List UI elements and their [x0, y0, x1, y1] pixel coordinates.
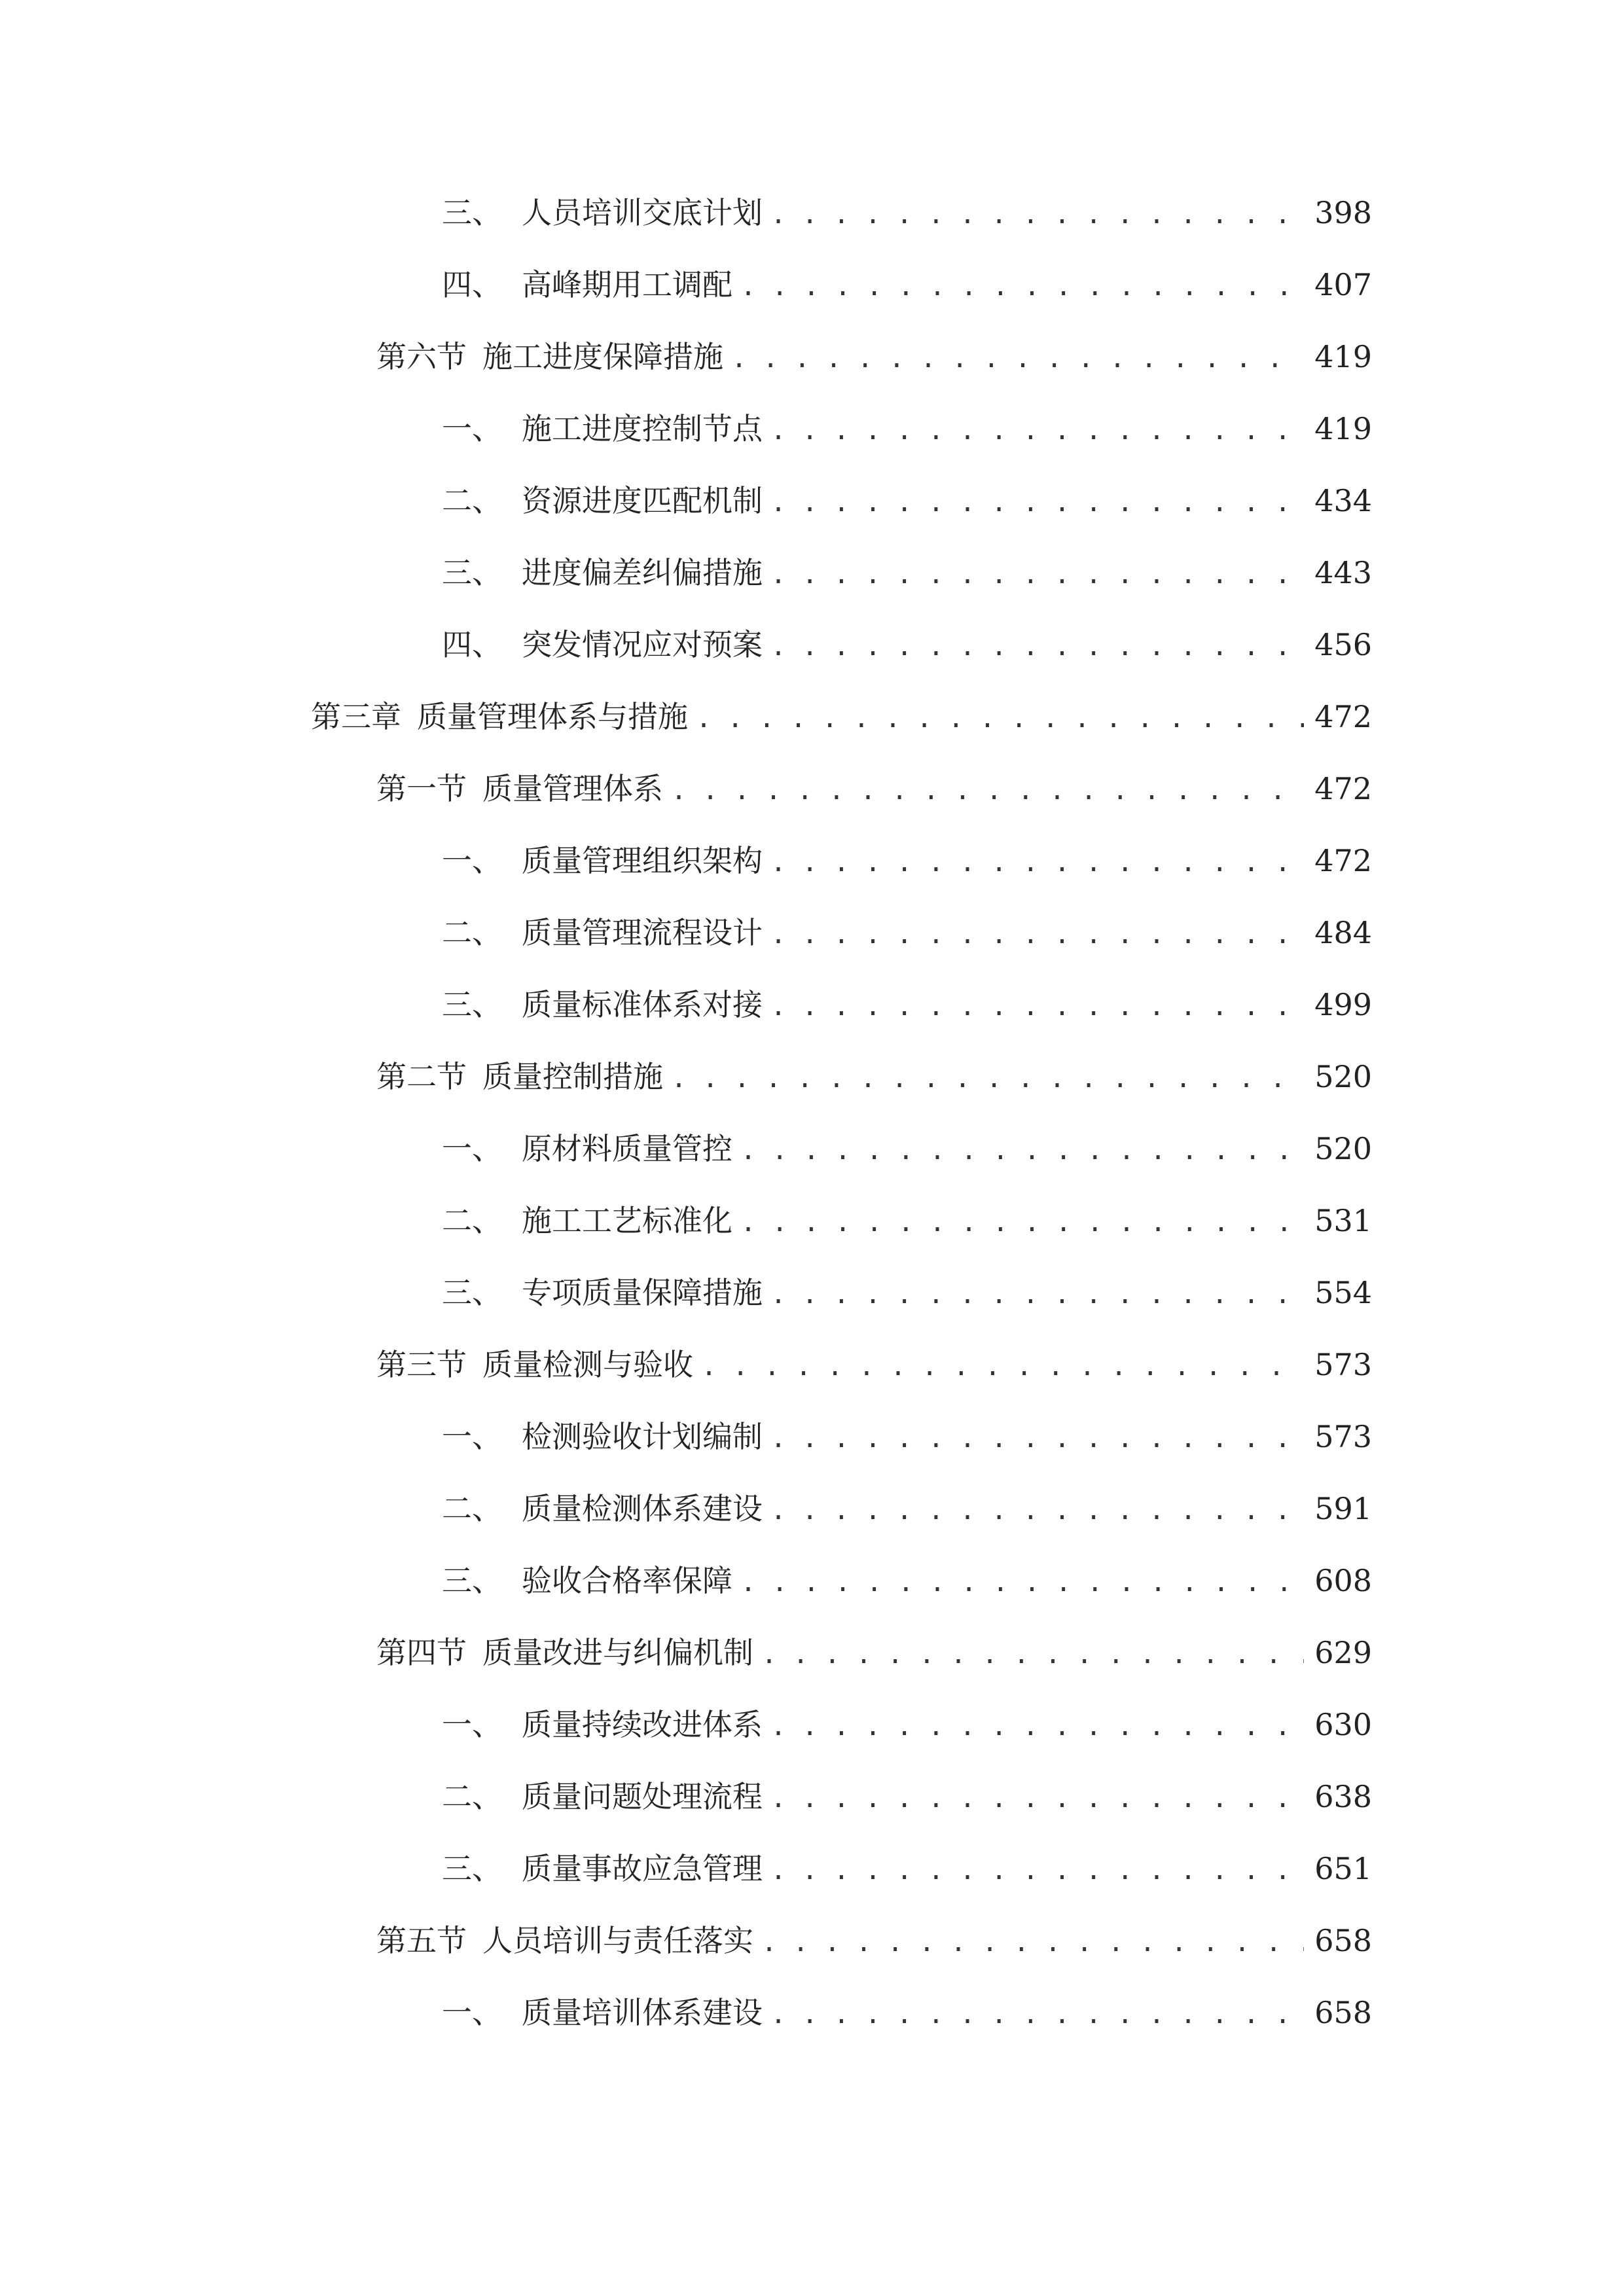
toc-entry-number: 四、	[442, 267, 502, 302]
toc-entry[interactable]	[442, 1842, 1372, 1895]
toc-entry-page: 484	[1314, 915, 1372, 950]
toc-entry-number: 一、	[442, 1419, 502, 1454]
toc-leader-dots	[770, 1484, 1304, 1537]
toc-entry-title: 验收合格率保障	[522, 1563, 732, 1598]
toc-entry-page: 573	[1314, 1347, 1372, 1382]
toc-entry-page: 419	[1314, 411, 1372, 446]
toc-entry-page: 499	[1314, 987, 1372, 1022]
toc-entry[interactable]	[442, 475, 1372, 527]
toc-entry-number: 一、	[442, 1995, 502, 2030]
toc-entry[interactable]	[442, 1554, 1372, 1607]
toc-leader-dots	[740, 1196, 1304, 1249]
toc-entry-number: 三、	[442, 1563, 502, 1598]
toc-entry-page: 398	[1314, 195, 1372, 230]
toc-entry-title: 施工工艺标准化	[522, 1203, 732, 1238]
toc-entry[interactable]	[442, 619, 1372, 671]
toc-entry-number: 三、	[442, 555, 502, 590]
toc-entry-title: 质量事故应急管理	[522, 1851, 763, 1886]
toc-entry-page: 658	[1314, 1995, 1372, 2030]
toc-entry-title: 质量控制措施	[482, 1059, 663, 1094]
toc-entry[interactable]	[442, 403, 1372, 455]
toc-leader-dots	[770, 1988, 1304, 2041]
toc-entry[interactable]	[376, 1338, 1372, 1391]
toc-entry-title: 质量管理体系	[482, 771, 663, 806]
toc-entry[interactable]	[376, 331, 1372, 383]
toc-entry-title: 质量培训体系建设	[522, 1995, 763, 2030]
toc-entry-title: 质量管理体系与措施	[417, 699, 688, 734]
toc-entry[interactable]	[442, 1266, 1372, 1319]
toc-entry-page: 456	[1314, 627, 1372, 662]
toc-entry-title: 检测验收计划编制	[522, 1419, 763, 1454]
toc-entry[interactable]	[442, 547, 1372, 599]
toc-entry[interactable]	[376, 1626, 1372, 1679]
toc-leader-dots	[770, 620, 1304, 673]
toc-entry-number: 第三节	[376, 1347, 467, 1382]
toc-entry-title: 施工进度保障措施	[482, 339, 723, 374]
toc-leader-dots	[671, 764, 1304, 817]
toc-entry[interactable]	[442, 1194, 1372, 1247]
toc-leader-dots	[770, 548, 1304, 601]
toc-leader-dots	[770, 1700, 1304, 1753]
toc-entry-page: 472	[1314, 771, 1372, 806]
toc-entry[interactable]	[442, 1698, 1372, 1751]
toc-entry[interactable]	[442, 1482, 1372, 1535]
toc-entry-number: 一、	[442, 1131, 502, 1166]
toc-entry-title: 质量检测体系建设	[522, 1491, 763, 1526]
toc-entry[interactable]	[442, 1122, 1372, 1175]
toc-entry-page: 629	[1314, 1635, 1372, 1670]
toc-leader-dots	[740, 1124, 1304, 1177]
toc-entry-number: 三、	[442, 1851, 502, 1886]
toc-entry-number: 第三章	[311, 699, 401, 734]
toc-entry-number: 二、	[442, 1491, 502, 1526]
toc-entry[interactable]	[442, 1770, 1372, 1823]
toc-entry-page: 443	[1314, 555, 1372, 590]
toc-entry-page: 531	[1314, 1203, 1372, 1238]
toc-entry-title: 突发情况应对预案	[522, 627, 763, 662]
toc-entry-number: 三、	[442, 987, 502, 1022]
toc-entry-number: 第六节	[376, 339, 467, 374]
toc-entry-number: 一、	[442, 843, 502, 878]
toc-entry-page: 651	[1314, 1851, 1372, 1886]
toc-entry-page: 472	[1314, 843, 1372, 878]
toc-entry-number: 二、	[442, 483, 502, 518]
toc-entry-page: 630	[1314, 1707, 1372, 1742]
toc-entry-page: 520	[1314, 1059, 1372, 1094]
toc-entry-number: 一、	[442, 1707, 502, 1742]
toc-leader-dots	[770, 1268, 1304, 1321]
toc-leader-dots	[701, 1340, 1304, 1393]
toc-entry-number: 第四节	[376, 1635, 467, 1670]
toc-leader-dots	[761, 1916, 1304, 1969]
toc-entry-title: 高峰期用工调配	[522, 267, 732, 302]
toc-entry-page: 638	[1314, 1779, 1372, 1814]
toc-entry-title: 质量管理流程设计	[522, 915, 763, 950]
toc-entry[interactable]	[376, 1050, 1372, 1103]
toc-entry-number: 三、	[442, 195, 502, 230]
toc-leader-dots	[740, 1556, 1304, 1609]
toc-leader-dots	[770, 1772, 1304, 1825]
toc-entry-number: 四、	[442, 627, 502, 662]
toc-entry-number: 第五节	[376, 1923, 467, 1958]
toc-entry[interactable]	[442, 978, 1372, 1031]
toc-entry-page: 419	[1314, 339, 1372, 374]
toc-entry-page: 573	[1314, 1419, 1372, 1454]
toc-leader-dots	[770, 1412, 1304, 1465]
toc-entry[interactable]	[376, 762, 1372, 815]
toc-entry-title: 质量持续改进体系	[522, 1707, 763, 1742]
toc-entry-number: 第一节	[376, 771, 467, 806]
toc-leader-dots	[761, 1628, 1304, 1681]
toc-entry-page: 520	[1314, 1131, 1372, 1166]
toc-entry-page: 658	[1314, 1923, 1372, 1958]
toc-leader-dots	[731, 332, 1304, 385]
toc-entry-page: 434	[1314, 483, 1372, 518]
toc-entry-title: 资源进度匹配机制	[522, 483, 763, 518]
toc-entry[interactable]	[442, 834, 1372, 887]
toc-entry-title: 专项质量保障措施	[522, 1275, 763, 1310]
toc-entry[interactable]	[442, 1410, 1372, 1463]
toc-entry-page: 472	[1314, 699, 1372, 734]
toc-entry-number: 三、	[442, 1275, 502, 1310]
toc-leader-dots	[770, 476, 1304, 529]
toc-entry-page: 591	[1314, 1491, 1372, 1526]
toc-entry-number: 一、	[442, 411, 502, 446]
toc-entry-title: 质量检测与验收	[482, 1347, 693, 1382]
toc-entry[interactable]	[442, 906, 1372, 959]
toc-entry-title: 施工进度控制节点	[522, 411, 763, 446]
toc-entry[interactable]	[311, 691, 1372, 743]
toc-entry[interactable]	[442, 1986, 1372, 2039]
toc-leader-dots	[770, 188, 1304, 241]
toc-leader-dots	[671, 1052, 1304, 1105]
toc-leader-dots	[770, 836, 1304, 889]
toc-entry-title: 质量标准体系对接	[522, 987, 763, 1022]
toc-leader-dots	[770, 404, 1304, 457]
toc-leader-dots	[740, 260, 1304, 313]
toc-entry[interactable]	[376, 1914, 1372, 1967]
toc-entry-number: 第二节	[376, 1059, 467, 1094]
toc-entry-title: 原材料质量管控	[522, 1131, 732, 1166]
toc-entry-title: 质量改进与纠偏机制	[482, 1635, 753, 1670]
toc-entry-title: 质量问题处理流程	[522, 1779, 763, 1814]
toc-leader-dots	[770, 1844, 1304, 1897]
toc-entry-title: 人员培训与责任落实	[482, 1923, 753, 1958]
toc-entry[interactable]	[442, 259, 1372, 311]
toc-entry-number: 二、	[442, 1779, 502, 1814]
toc-entry-page: 608	[1314, 1563, 1372, 1598]
toc-leader-dots	[770, 908, 1304, 961]
toc-entry-number: 二、	[442, 915, 502, 950]
toc-entry-title: 进度偏差纠偏措施	[522, 555, 763, 590]
toc-leader-dots	[770, 980, 1304, 1033]
toc-entry-page: 407	[1314, 267, 1372, 302]
toc-leader-dots	[696, 692, 1304, 745]
toc-entry-number: 二、	[442, 1203, 502, 1238]
toc-entry-page: 554	[1314, 1275, 1372, 1310]
toc-entry-title: 质量管理组织架构	[522, 843, 763, 878]
toc-entry[interactable]	[442, 187, 1372, 239]
toc-entry-title: 人员培训交底计划	[522, 195, 763, 230]
